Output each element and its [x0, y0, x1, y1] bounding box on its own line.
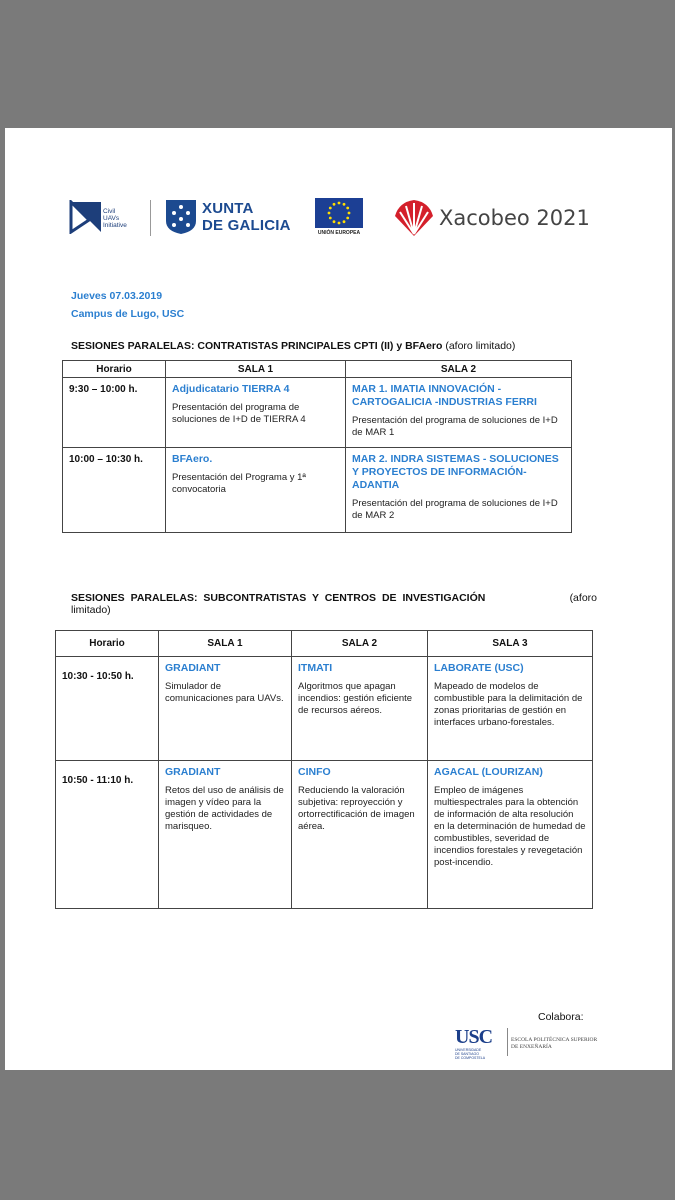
- xacobeo-logo: [393, 198, 593, 238]
- header-horario: Horario: [56, 631, 159, 657]
- xunta-shield-icon: [165, 199, 197, 235]
- header-sala-2: SALA 2: [292, 631, 428, 657]
- time-cell: 10:50 - 11:10 h.: [56, 761, 159, 909]
- section2-table: [55, 630, 593, 909]
- civil-line-3: Initiative: [103, 222, 127, 229]
- header-sala-2: SALA 2: [346, 361, 572, 378]
- session-title: CINFO: [298, 766, 331, 778]
- xunta-line-2: DE GALICIA: [202, 217, 291, 234]
- section2-title-text: SESIONES PARALELAS: SUBCONTRATISTAS Y CENTROS DE INVESTIGACIÓN: [71, 592, 486, 604]
- xunta-logo: [165, 198, 295, 238]
- civil-line-1: Civil: [103, 208, 116, 215]
- session-description: Simulador de comunicaciones para UAVs.: [165, 681, 284, 704]
- session-title: GRADIANT: [165, 766, 221, 778]
- session-description: Presentación del programa de soluciones de I+D de TIERRA 4: [172, 402, 306, 425]
- table-row: [56, 657, 593, 761]
- table-row: [56, 761, 593, 909]
- session-title: MAR 2. INDRA SISTEMAS - SOLUCIONES Y PROYECTOS DE INFORMACIÓN- ADANTIA: [352, 453, 559, 491]
- session-description: Reduciendo la valoración subjetiva: reproyección y ortorrectificación de imagen aérea.: [298, 785, 415, 832]
- usc-small-1: UNIVERSIDADE: [455, 1048, 482, 1052]
- session-title: AGACAL (LOURIZAN): [434, 766, 543, 778]
- session-description: Retos del uso de análisis de imagen y vídeo para la gestión de actividades de marisqueo.: [165, 785, 284, 832]
- time-cell: 9:30 – 10:00 h.: [63, 378, 166, 448]
- section1-table: [62, 360, 572, 533]
- table-header-row: [63, 361, 572, 378]
- xacobeo-text: Xacobeo 2021: [439, 206, 590, 230]
- school-line-2: DE ENXEÑARÍA: [511, 1043, 552, 1050]
- session-title: LABORATE (USC): [434, 662, 524, 674]
- session-cell: [428, 761, 593, 909]
- session-cell: [292, 761, 428, 909]
- usc-small-3: DE COMPOSTELA: [455, 1056, 486, 1060]
- usc-small-2: DE SANTIAGO: [455, 1052, 479, 1056]
- section1-note: (aforo limitado): [445, 340, 516, 352]
- section2-note-b: limitado): [71, 604, 111, 616]
- table-row: [63, 378, 572, 448]
- session-title: ITMATI: [298, 662, 333, 674]
- session-description: Presentación del programa de soluciones de I+D de MAR 1: [352, 415, 558, 438]
- session-description: Presentación del programa de soluciones de I+D de MAR 2: [352, 498, 558, 521]
- section2-note-a: (aforo: [569, 592, 597, 604]
- session-title: BFAero.: [172, 453, 213, 465]
- session-description: Mapeado de modelos de combustible para la delimitación de zonas prioritarias de gestión en interfaces urbano-forestales.: [434, 681, 583, 728]
- colabora-label: Colabora:: [538, 1011, 584, 1023]
- session-cell: [166, 378, 346, 448]
- header-sala-1: SALA 1: [166, 361, 346, 378]
- session-title: MAR 1. IMATIA INNOVACIÓN - CARTOGALICIA -INDUSTRIAS FERRI: [352, 383, 537, 408]
- session-cell: [159, 657, 292, 761]
- session-cell: [292, 657, 428, 761]
- time-cell: 10:00 – 10:30 h.: [63, 448, 166, 533]
- session-description: Empleo de imágenes multiespectrales para la obtención de información de alta resolución en la determinación de humedad de combustibles, severidad de incendios forestales y revegetación post-incendio.: [434, 785, 586, 868]
- usc-small-text: [455, 1048, 505, 1060]
- eu-logo: [313, 198, 365, 240]
- section1-title-text: SESIONES PARALELAS: CONTRATISTAS PRINCIPALES CPTI (II) y BFAero: [71, 340, 443, 352]
- usc-logo: [455, 1026, 615, 1060]
- session-cell: [428, 657, 593, 761]
- usc-letters: USC: [455, 1026, 493, 1048]
- session-cell: [346, 378, 572, 448]
- school-name: [511, 1037, 597, 1050]
- session-cell: [346, 448, 572, 533]
- civil-uavs-icon: [69, 200, 103, 234]
- header-sala-1: SALA 1: [159, 631, 292, 657]
- event-place: Campus de Lugo, USC: [71, 308, 185, 320]
- section2-title: [71, 592, 597, 616]
- session-description: Presentación del Programa y 1ª convocatoria: [172, 472, 306, 495]
- school-line-1: ESCOLA POLITÉCNICA SUPERIOR: [511, 1037, 598, 1043]
- session-cell: [159, 761, 292, 909]
- civil-line-2: UAVs: [103, 215, 120, 222]
- session-cell: [166, 448, 346, 533]
- table-header-row: [56, 631, 593, 657]
- section1-title: [71, 340, 611, 352]
- session-title: Adjudicatario TIERRA 4: [172, 383, 290, 395]
- eu-flag-icon: [315, 198, 363, 228]
- header-sala-3: SALA 3: [428, 631, 593, 657]
- header-horario: Horario: [63, 361, 166, 378]
- session-title: GRADIANT: [165, 662, 221, 674]
- document-page: [5, 128, 672, 1070]
- event-date: Jueves 07.03.2019: [71, 290, 163, 302]
- logo-divider: [150, 200, 151, 236]
- xacobeo-shell-icon: [393, 198, 435, 238]
- session-description: Algoritmos que apagan incendios: gestión eficiente de recursos aéreos.: [298, 681, 413, 716]
- time-cell: 10:30 - 10:50 h.: [56, 657, 159, 761]
- table-row: [63, 448, 572, 533]
- xunta-line-1: XUNTA: [202, 200, 254, 217]
- civil-uavs-logo: [69, 198, 139, 238]
- eu-label: UNIÓN EUROPEA: [317, 230, 361, 236]
- usc-divider: [507, 1028, 508, 1056]
